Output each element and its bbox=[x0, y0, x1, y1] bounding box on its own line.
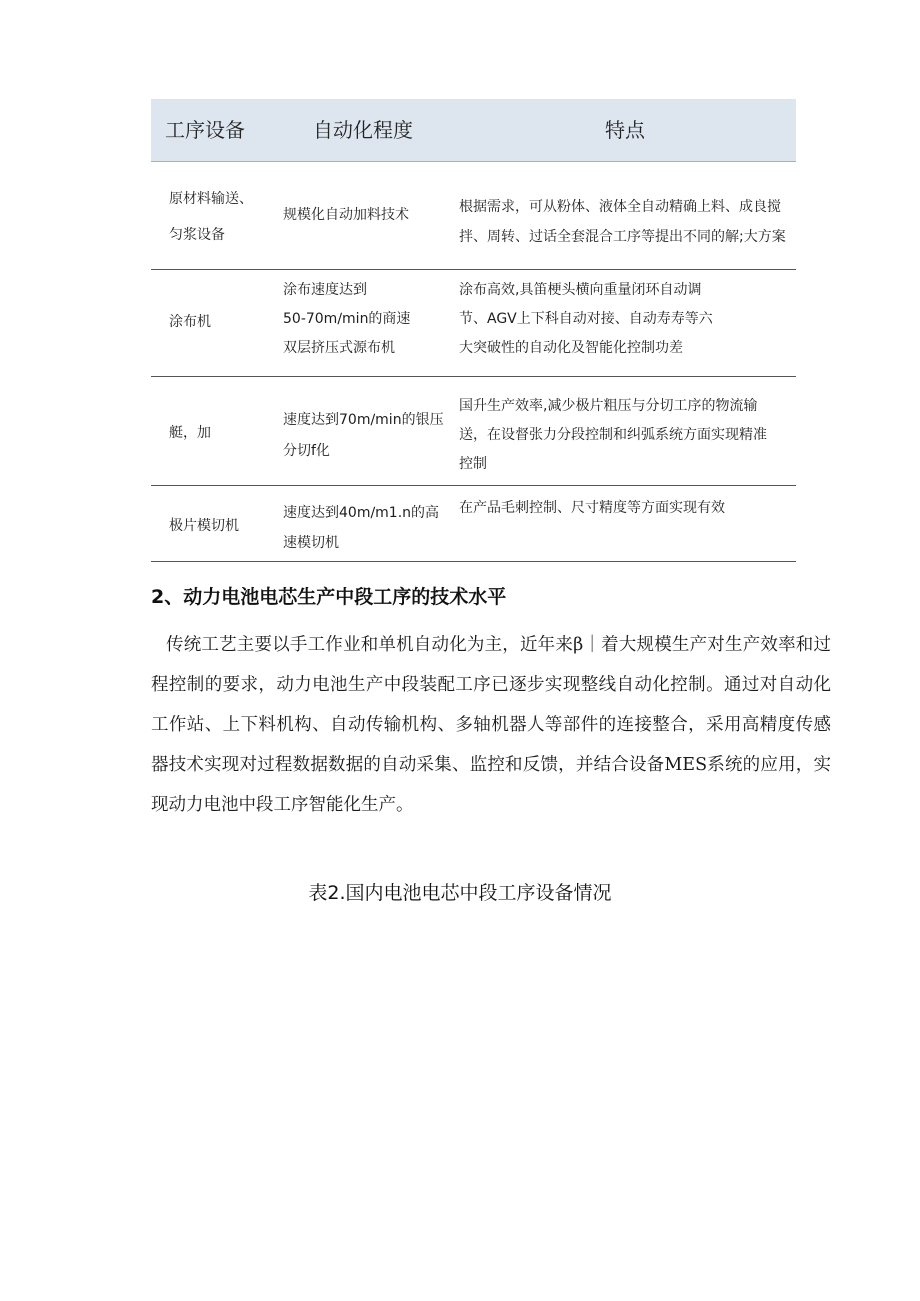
cell-equipment: 艇，加 bbox=[169, 425, 211, 441]
header-features: 特点 bbox=[605, 118, 645, 142]
table-row bbox=[151, 162, 796, 270]
table-row bbox=[151, 270, 796, 377]
cell-equipment: 极片模切机 bbox=[169, 518, 239, 534]
table-header bbox=[151, 99, 796, 162]
equipment-table bbox=[151, 99, 796, 562]
cell-features: 根据需求，可从粉体、液体全自动精确上料、成良搅 拌、周转、过话全套混合工序等提出不同的解;大方案 bbox=[459, 199, 786, 245]
cell-features: 涂布高效,具笛梗头横向重量闭环自动调 节、AGV上下科自动对接、自动寿寿等六 大突破性的自动化及智能化控制功差 bbox=[459, 282, 713, 356]
section-heading: 2、动力电池电芯生产中段工序的技术水平 bbox=[151, 586, 507, 608]
cell-automation: 规模化自动加料技术 bbox=[283, 207, 409, 223]
cell-features: 在产品毛刺控制、尺寸精度等方面实现有效 bbox=[459, 500, 725, 516]
cell-features: 国升生产效率,减少极片粗压与分切工序的物流输 送，在设督张力分段控制和纠弧系统方面实现精准 控制 bbox=[459, 398, 767, 472]
table-row bbox=[151, 377, 796, 486]
cell-automation: 速度达到70m∕min的银压 分切f化 bbox=[283, 412, 444, 459]
table-row bbox=[151, 486, 796, 562]
body-paragraph: 传统工艺主要以手工作业和单机自动化为主，近年来β｜着大规模生产对生产效率和过程控制的要求，动力电池生产中段装配工序已逐步实现整线自动化控制。通过对自动化工作站、上下料机构、自动传输机构、多轴机器人等部件的连接整合，采用高精度传感器技术实现对过程数据数据的自动采集、监控和反馈，并结合设备MES系统的应用，实现动力电池中段工序智能化生产。 bbox=[151, 635, 831, 815]
header-automation: 自动化程度 bbox=[313, 118, 413, 142]
header-equipment: 工序设备 bbox=[165, 118, 245, 142]
cell-equipment: 涂布机 bbox=[169, 314, 211, 330]
cell-automation: 速度达到40m∕m1.n的高 速模切机 bbox=[283, 505, 440, 551]
table-caption: 表2.国内电池电芯中段工序设备情况 bbox=[308, 882, 612, 904]
cell-equipment: 原材料输送、 匀浆设备 bbox=[169, 191, 253, 243]
cell-automation: 涂布速度达到 50-70m∕min的商速 双层挤压式源布机 bbox=[283, 282, 411, 356]
